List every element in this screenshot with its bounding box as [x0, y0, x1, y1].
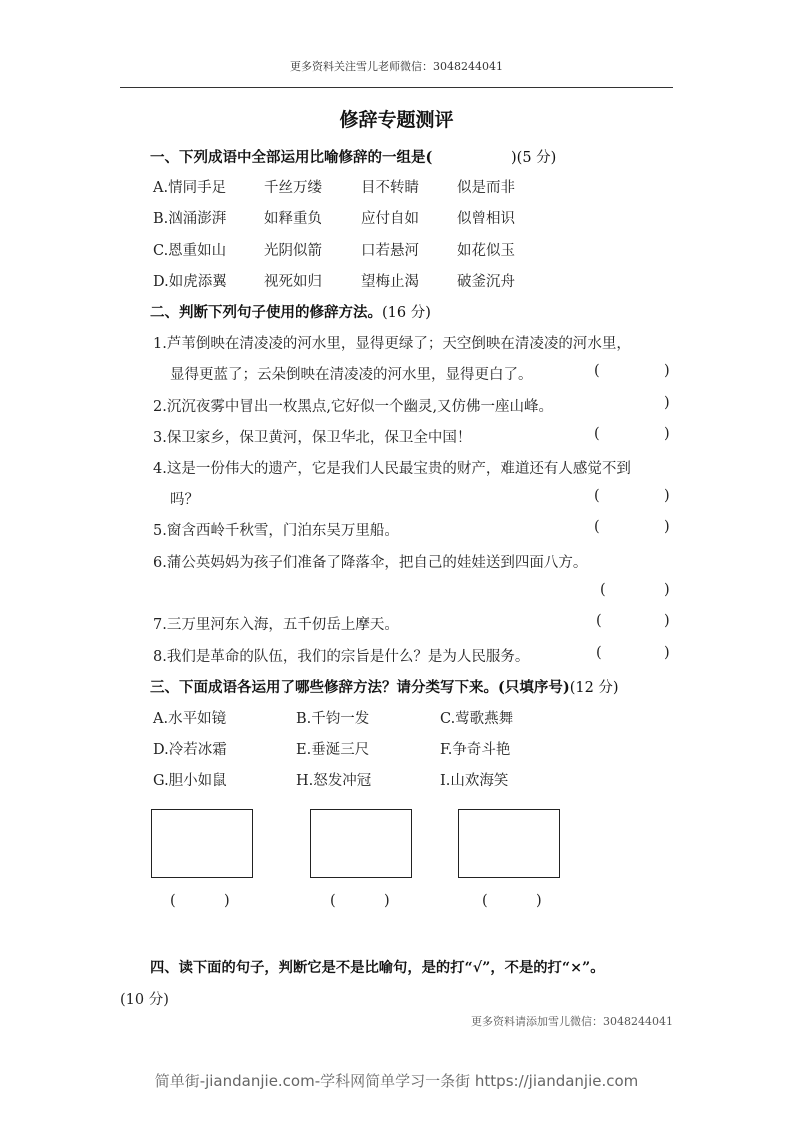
- section2-heading-text: 二、判断下列句子使用的修辞方法。: [150, 304, 382, 321]
- section1-option-d-2: 视死如归: [264, 274, 322, 290]
- answer-box-3[interactable]: [458, 809, 560, 878]
- section2-item-4-line1: 4.这是一份伟大的遗产，它是我们人民最宝贵的财产，难道还有人感觉不到: [153, 461, 631, 477]
- section3-option-f: F.争奇斗艳: [440, 742, 511, 758]
- section1-option-a: A.情同手足: [153, 180, 227, 196]
- section1-option-c-3: 口若悬河: [361, 243, 419, 259]
- section2-item-5-line1: 5.窗含西岭千秋雪，门泊东吴万里船。: [153, 523, 399, 539]
- answer-paren-open: (: [594, 488, 600, 504]
- header-divider: [120, 87, 673, 88]
- section1-option-d: D.如虎添翼: [153, 274, 227, 290]
- section1-option-b-2: 如释重负: [264, 211, 322, 227]
- answer-paren-close: ): [664, 488, 670, 504]
- answer-paren-open: (: [596, 613, 602, 629]
- section1-option-c-2: 光阴似箭: [264, 243, 322, 259]
- section3-option-i: I.山欢海笑: [440, 773, 509, 789]
- section3-option-b: B.千钧一发: [296, 711, 370, 727]
- answer-paren-close: ): [664, 519, 670, 535]
- category-paren-open: (: [330, 893, 336, 909]
- section3-option-e: E.垂涎三尺: [296, 742, 370, 758]
- section2-item-6-line1: 6.蒲公英妈妈为孩子们准备了降落伞，把自己的娃娃送到四面八方。: [153, 555, 588, 571]
- answer-paren-open: (: [594, 519, 600, 535]
- answer-paren-close: ): [664, 645, 670, 661]
- category-paren-close: ): [536, 893, 542, 909]
- answer-paren-close: ): [664, 582, 670, 598]
- answer-paren-open: (: [600, 582, 606, 598]
- category-paren-open: (: [170, 893, 176, 909]
- answer-paren-open: (: [594, 426, 600, 442]
- site-footer: 简单街-jiandanjie.com-学科网简单学习一条街 https://jiandanjie.com: [154, 1072, 639, 1090]
- answer-paren-close: ): [664, 363, 670, 379]
- section3-option-g: G.胆小如鼠: [153, 773, 227, 789]
- section1-heading-text: 一、下列成语中全部运用比喻修辞的一组是(: [150, 149, 433, 166]
- section2-item-1-line1: 1.芦苇倒映在清凌凌的河水里，显得更绿了；天空倒映在清凌凌的河水里，: [153, 336, 631, 352]
- section2-item-3-line1: 3.保卫家乡，保卫黄河，保卫华北，保卫全中国！: [153, 430, 472, 446]
- section1-option-a-2: 千丝万缕: [264, 180, 322, 196]
- section3-option-a: A.水平如镜: [153, 711, 227, 727]
- section2-item-4-line2: 吗？: [170, 492, 199, 508]
- answer-box-1[interactable]: [151, 809, 253, 878]
- section3-option-c: C.莺歌燕舞: [440, 711, 514, 727]
- category-paren-close: ): [224, 893, 230, 909]
- answer-box-2[interactable]: [310, 809, 412, 878]
- answer-paren-open: (: [594, 363, 600, 379]
- section3-heading: [150, 676, 619, 697]
- section4-heading: 四、读下面的句子，判断它是不是比喻句，是的打“√”，不是的打“×”。: [150, 960, 605, 976]
- section1-option-b-4: 似曾相识: [457, 211, 515, 227]
- section4-score: (10 分): [120, 992, 169, 1008]
- section1-option-c: C.恩重如山: [153, 243, 227, 259]
- section1-option-a-3: 目不转睛: [361, 180, 419, 196]
- section3-option-d: D.冷若冰霜: [153, 742, 227, 758]
- section2-item-1-line2: 显得更蓝了；云朵倒映在清凌凌的河水里，显得更白了。: [170, 367, 533, 383]
- section1-score: )(5 分): [511, 150, 557, 166]
- header-note: 更多资料关注雪儿老师微信：3048244041: [290, 60, 503, 73]
- page-title: 修辞专题测评: [339, 109, 454, 131]
- answer-paren-close: ): [664, 426, 670, 442]
- answer-paren-close: ): [664, 613, 670, 629]
- footer-note: 更多资料请添加雪儿微信：3048244041: [471, 1015, 673, 1028]
- answer-paren-open: (: [596, 645, 602, 661]
- section1-option-b: B.汹涌澎湃: [153, 211, 227, 227]
- section1-option-d-3: 望梅止渴: [361, 274, 419, 290]
- section2-heading: [150, 301, 431, 322]
- section1-heading: [150, 146, 432, 167]
- section2-item-2-line1: 2.沉沉夜雾中冒出一枚黑点,它好似一个幽灵,又仿佛一座山峰。: [153, 399, 554, 415]
- answer-paren-close: ): [664, 395, 670, 411]
- section1-option-a-4: 似是而非: [457, 180, 515, 196]
- section3-heading-text: 三、下面成语各运用了哪些修辞方法？请分类写下来。(只填序号): [150, 679, 570, 696]
- section2-item-8-line1: 8.我们是革命的队伍，我们的宗旨是什么？是为人民服务。: [153, 649, 530, 665]
- category-paren-open: (: [482, 893, 488, 909]
- section1-heading-close: [511, 146, 556, 167]
- section3-score: (12 分): [569, 680, 619, 696]
- category-paren-close: ): [384, 893, 390, 909]
- section1-option-d-4: 破釜沉舟: [457, 274, 515, 290]
- section1-option-b-3: 应付自如: [361, 211, 419, 227]
- section2-score: (16 分): [382, 305, 431, 321]
- section3-option-h: H.怒发冲冠: [296, 773, 372, 789]
- section2-item-7-line1: 7.三万里河东入海，五千仞岳上摩天。: [153, 617, 399, 633]
- section1-option-c-4: 如花似玉: [457, 243, 515, 259]
